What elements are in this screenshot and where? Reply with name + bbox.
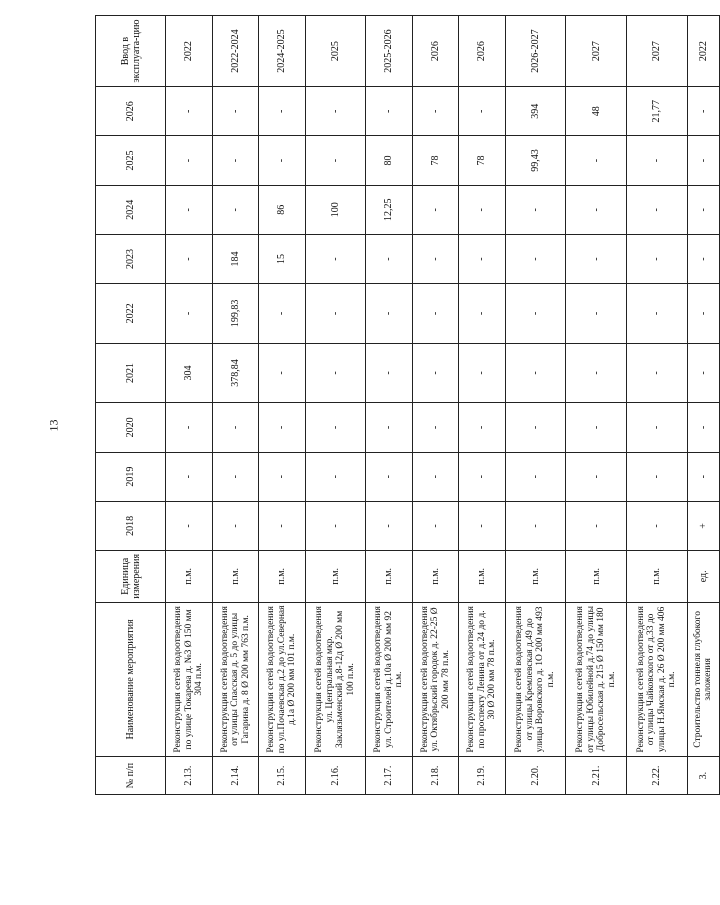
year-value-cell: 394	[505, 87, 566, 136]
table-row	[459, 16, 506, 795]
year-value-cell: -	[412, 343, 459, 403]
table-header-row	[96, 16, 166, 795]
year-value-cell: 80	[366, 136, 413, 185]
unit-cell: п.м.	[505, 551, 566, 603]
row-number-cell: 3.	[687, 757, 719, 795]
year-value-cell: -	[412, 284, 459, 344]
commission-cell: 2024-2025	[259, 16, 306, 87]
year-value-cell: -	[366, 501, 413, 550]
row-number-cell: 2.22.	[626, 757, 687, 795]
year-value-cell: -	[626, 284, 687, 344]
unit-cell: п.м.	[566, 551, 627, 603]
year-value-cell: -	[626, 136, 687, 185]
commission-cell: 2026-2027	[505, 16, 566, 87]
year-value-cell: -	[626, 343, 687, 403]
year-value-cell: -	[166, 403, 213, 452]
year-value-cell: -	[166, 136, 213, 185]
year-value-cell: -	[259, 452, 306, 501]
year-value-cell: -	[626, 501, 687, 550]
year-value-cell: -	[212, 87, 259, 136]
unit-cell: п.м.	[305, 551, 366, 603]
year-value-cell: -	[212, 501, 259, 550]
year-value-cell: -	[166, 87, 213, 136]
year-value-cell: -	[259, 87, 306, 136]
year-value-cell: -	[566, 185, 627, 234]
commission-cell: 2022	[166, 16, 213, 87]
header-year: 2025	[96, 136, 166, 185]
measures-table	[95, 15, 720, 795]
row-number-cell: 2.14.	[212, 757, 259, 795]
year-value-cell: -	[459, 501, 506, 550]
year-value-cell: 99,43	[505, 136, 566, 185]
year-value-cell: -	[305, 452, 366, 501]
year-value-cell: -	[626, 234, 687, 283]
year-value-cell: -	[259, 343, 306, 403]
row-number-cell: 2.21.	[566, 757, 627, 795]
year-value-cell: -	[505, 343, 566, 403]
table-row	[626, 16, 687, 795]
year-value-cell: -	[566, 234, 627, 283]
year-value-cell: -	[626, 403, 687, 452]
year-value-cell: -	[687, 403, 719, 452]
rotated-table-wrapper	[95, 15, 720, 795]
year-value-cell: 100	[305, 185, 366, 234]
unit-cell: п.м.	[626, 551, 687, 603]
unit-cell: п.м.	[259, 551, 306, 603]
row-number-cell: 2.18.	[412, 757, 459, 795]
year-value-cell: -	[305, 234, 366, 283]
year-value-cell: -	[305, 501, 366, 550]
year-value-cell: -	[412, 403, 459, 452]
year-value-cell: -	[412, 87, 459, 136]
year-value-cell: 78	[459, 136, 506, 185]
table-container	[95, 15, 720, 795]
year-value-cell: -	[259, 501, 306, 550]
year-value-cell: -	[459, 185, 506, 234]
year-value-cell: -	[366, 234, 413, 283]
year-value-cell: -	[305, 136, 366, 185]
unit-cell: п.м.	[166, 551, 213, 603]
year-value-cell: -	[212, 136, 259, 185]
year-value-cell: -	[366, 87, 413, 136]
page-number: 13	[46, 419, 61, 432]
header-year: 2023	[96, 234, 166, 283]
year-value-cell: -	[366, 452, 413, 501]
year-value-cell: 199,83	[212, 284, 259, 344]
measure-name-cell: Строительство тоннеля глубокого заложения	[687, 602, 719, 757]
year-value-cell: -	[566, 452, 627, 501]
year-value-cell: -	[505, 185, 566, 234]
year-value-cell: -	[566, 403, 627, 452]
year-value-cell: -	[459, 87, 506, 136]
unit-cell: п.м.	[366, 551, 413, 603]
measure-name-cell: Реконструкция сетей водоотведения по ул.Почаевская д.2 до ул.Северная д.1а Ø 200 мм 101 п.м.	[259, 602, 306, 757]
year-value-cell: -	[366, 343, 413, 403]
year-value-cell: -	[412, 501, 459, 550]
year-value-cell: -	[687, 185, 719, 234]
measure-name-cell: Реконструкция сетей водоотведения от улицы Спасская д. 5 до улицы Гагарина д. 8 Ø 200 мм 763 п.м.	[212, 602, 259, 757]
row-number-cell: 2.20.	[505, 757, 566, 795]
commission-cell: 2026	[412, 16, 459, 87]
row-number-cell: 2.16.	[305, 757, 366, 795]
year-value-cell: -	[687, 136, 719, 185]
header-num: № п/п	[96, 757, 166, 795]
year-value-cell: -	[566, 284, 627, 344]
measure-name-cell: Реконструкция сетей водоотведения по проспекту Ленина от д.24 до д. 30 Ø 200 мм 78 п.м.	[459, 602, 506, 757]
measure-name-cell: Реконструкция сетей водоотведения ул. Строителей д.10а Ø 200 мм 92 п.м.	[366, 602, 413, 757]
year-value-cell: -	[459, 452, 506, 501]
year-value-cell: -	[412, 452, 459, 501]
year-value-cell: 378,84	[212, 343, 259, 403]
table-row	[687, 16, 719, 795]
year-value-cell: +	[687, 501, 719, 550]
table-row	[166, 16, 213, 795]
header-commission: Ввод в эксплуата-цию	[96, 16, 166, 87]
measure-name-cell: Реконструкция сетей водоотведения от улицы Юбилейной д.74 до улицы Добросельская д. 215 Ø 150 мм 180 п.м.	[566, 602, 627, 757]
year-value-cell: -	[459, 234, 506, 283]
header-year: 2020	[96, 403, 166, 452]
year-value-cell: -	[505, 234, 566, 283]
year-value-cell: -	[212, 452, 259, 501]
year-value-cell: 12,25	[366, 185, 413, 234]
header-unit: Единица измерения	[96, 551, 166, 603]
unit-cell: ед.	[687, 551, 719, 603]
year-value-cell: -	[687, 343, 719, 403]
measure-name-cell: Реконструкция сетей водоотведения ул. Октябрьский городок д. 22-25 Ø 200 мм 78 п.м.	[412, 602, 459, 757]
header-year: 2026	[96, 87, 166, 136]
header-year: 2019	[96, 452, 166, 501]
table-row	[259, 16, 306, 795]
year-value-cell: -	[412, 234, 459, 283]
year-value-cell: -	[259, 403, 306, 452]
year-value-cell: -	[505, 452, 566, 501]
measure-name-cell: Реконструкция сетей водоотведения от улицы Кремлевская д.49 до улицы Воровского д. 1О 200 мм 493 п.м.	[505, 602, 566, 757]
year-value-cell: -	[687, 234, 719, 283]
commission-cell: 2022-2024	[212, 16, 259, 87]
header-year: 2024	[96, 185, 166, 234]
year-value-cell: -	[366, 403, 413, 452]
year-value-cell: -	[687, 452, 719, 501]
table-row	[505, 16, 566, 795]
measure-name-cell: Реконструкция сетей водоотведения от улицы Чайковского от д.33 до улицы Н.Ямская д. 26 Ø 200 мм 406 п.м.	[626, 602, 687, 757]
commission-cell: 2027	[566, 16, 627, 87]
year-value-cell: -	[505, 501, 566, 550]
year-value-cell: -	[626, 185, 687, 234]
commission-cell: 2025-2026	[366, 16, 413, 87]
year-value-cell: -	[505, 403, 566, 452]
unit-cell: п.м.	[212, 551, 259, 603]
table-row	[412, 16, 459, 795]
year-value-cell: 15	[259, 234, 306, 283]
row-number-cell: 2.13.	[166, 757, 213, 795]
year-value-cell: -	[459, 284, 506, 344]
year-value-cell: -	[566, 136, 627, 185]
year-value-cell: -	[687, 87, 719, 136]
table-row	[366, 16, 413, 795]
year-value-cell: -	[212, 403, 259, 452]
year-value-cell: -	[459, 343, 506, 403]
year-value-cell: 86	[259, 185, 306, 234]
year-value-cell: -	[305, 403, 366, 452]
year-value-cell: -	[412, 185, 459, 234]
year-value-cell: -	[566, 501, 627, 550]
year-value-cell: -	[626, 452, 687, 501]
table-row	[212, 16, 259, 795]
row-number-cell: 2.17.	[366, 757, 413, 795]
header-year: 2018	[96, 501, 166, 550]
year-value-cell: -	[305, 343, 366, 403]
year-value-cell: 78	[412, 136, 459, 185]
year-value-cell: -	[459, 403, 506, 452]
measure-name-cell: Реконструкция сетей водоотведения ул. Центральная мкр. Заклязьменский д.8-12д Ø 200 мм 100 п.м.	[305, 602, 366, 757]
year-value-cell: -	[505, 284, 566, 344]
year-value-cell: 48	[566, 87, 627, 136]
year-value-cell: -	[166, 234, 213, 283]
measure-name-cell: Реконструкция сетей водоотведения по улице Токарева д. №3 Ø 150 мм 304 п.м.	[166, 602, 213, 757]
year-value-cell: -	[259, 284, 306, 344]
year-value-cell: -	[166, 284, 213, 344]
year-value-cell: -	[305, 87, 366, 136]
year-value-cell: -	[212, 185, 259, 234]
header-name: Наименование мероприятия	[96, 602, 166, 757]
year-value-cell: -	[305, 284, 366, 344]
commission-cell: 2025	[305, 16, 366, 87]
year-value-cell: 21,77	[626, 87, 687, 136]
row-number-cell: 2.15.	[259, 757, 306, 795]
year-value-cell: -	[687, 284, 719, 344]
year-value-cell: -	[366, 284, 413, 344]
table-row	[566, 16, 627, 795]
commission-cell: 2027	[626, 16, 687, 87]
table-row	[305, 16, 366, 795]
year-value-cell: 184	[212, 234, 259, 283]
year-value-cell: -	[259, 136, 306, 185]
commission-cell: 2026	[459, 16, 506, 87]
year-value-cell: -	[166, 501, 213, 550]
header-year: 2022	[96, 284, 166, 344]
row-number-cell: 2.19.	[459, 757, 506, 795]
header-year: 2021	[96, 343, 166, 403]
year-value-cell: -	[166, 452, 213, 501]
unit-cell: п.м.	[412, 551, 459, 603]
commission-cell: 2022	[687, 16, 719, 87]
unit-cell: п.м.	[459, 551, 506, 603]
year-value-cell: -	[166, 185, 213, 234]
year-value-cell: -	[566, 343, 627, 403]
year-value-cell: 304	[166, 343, 213, 403]
